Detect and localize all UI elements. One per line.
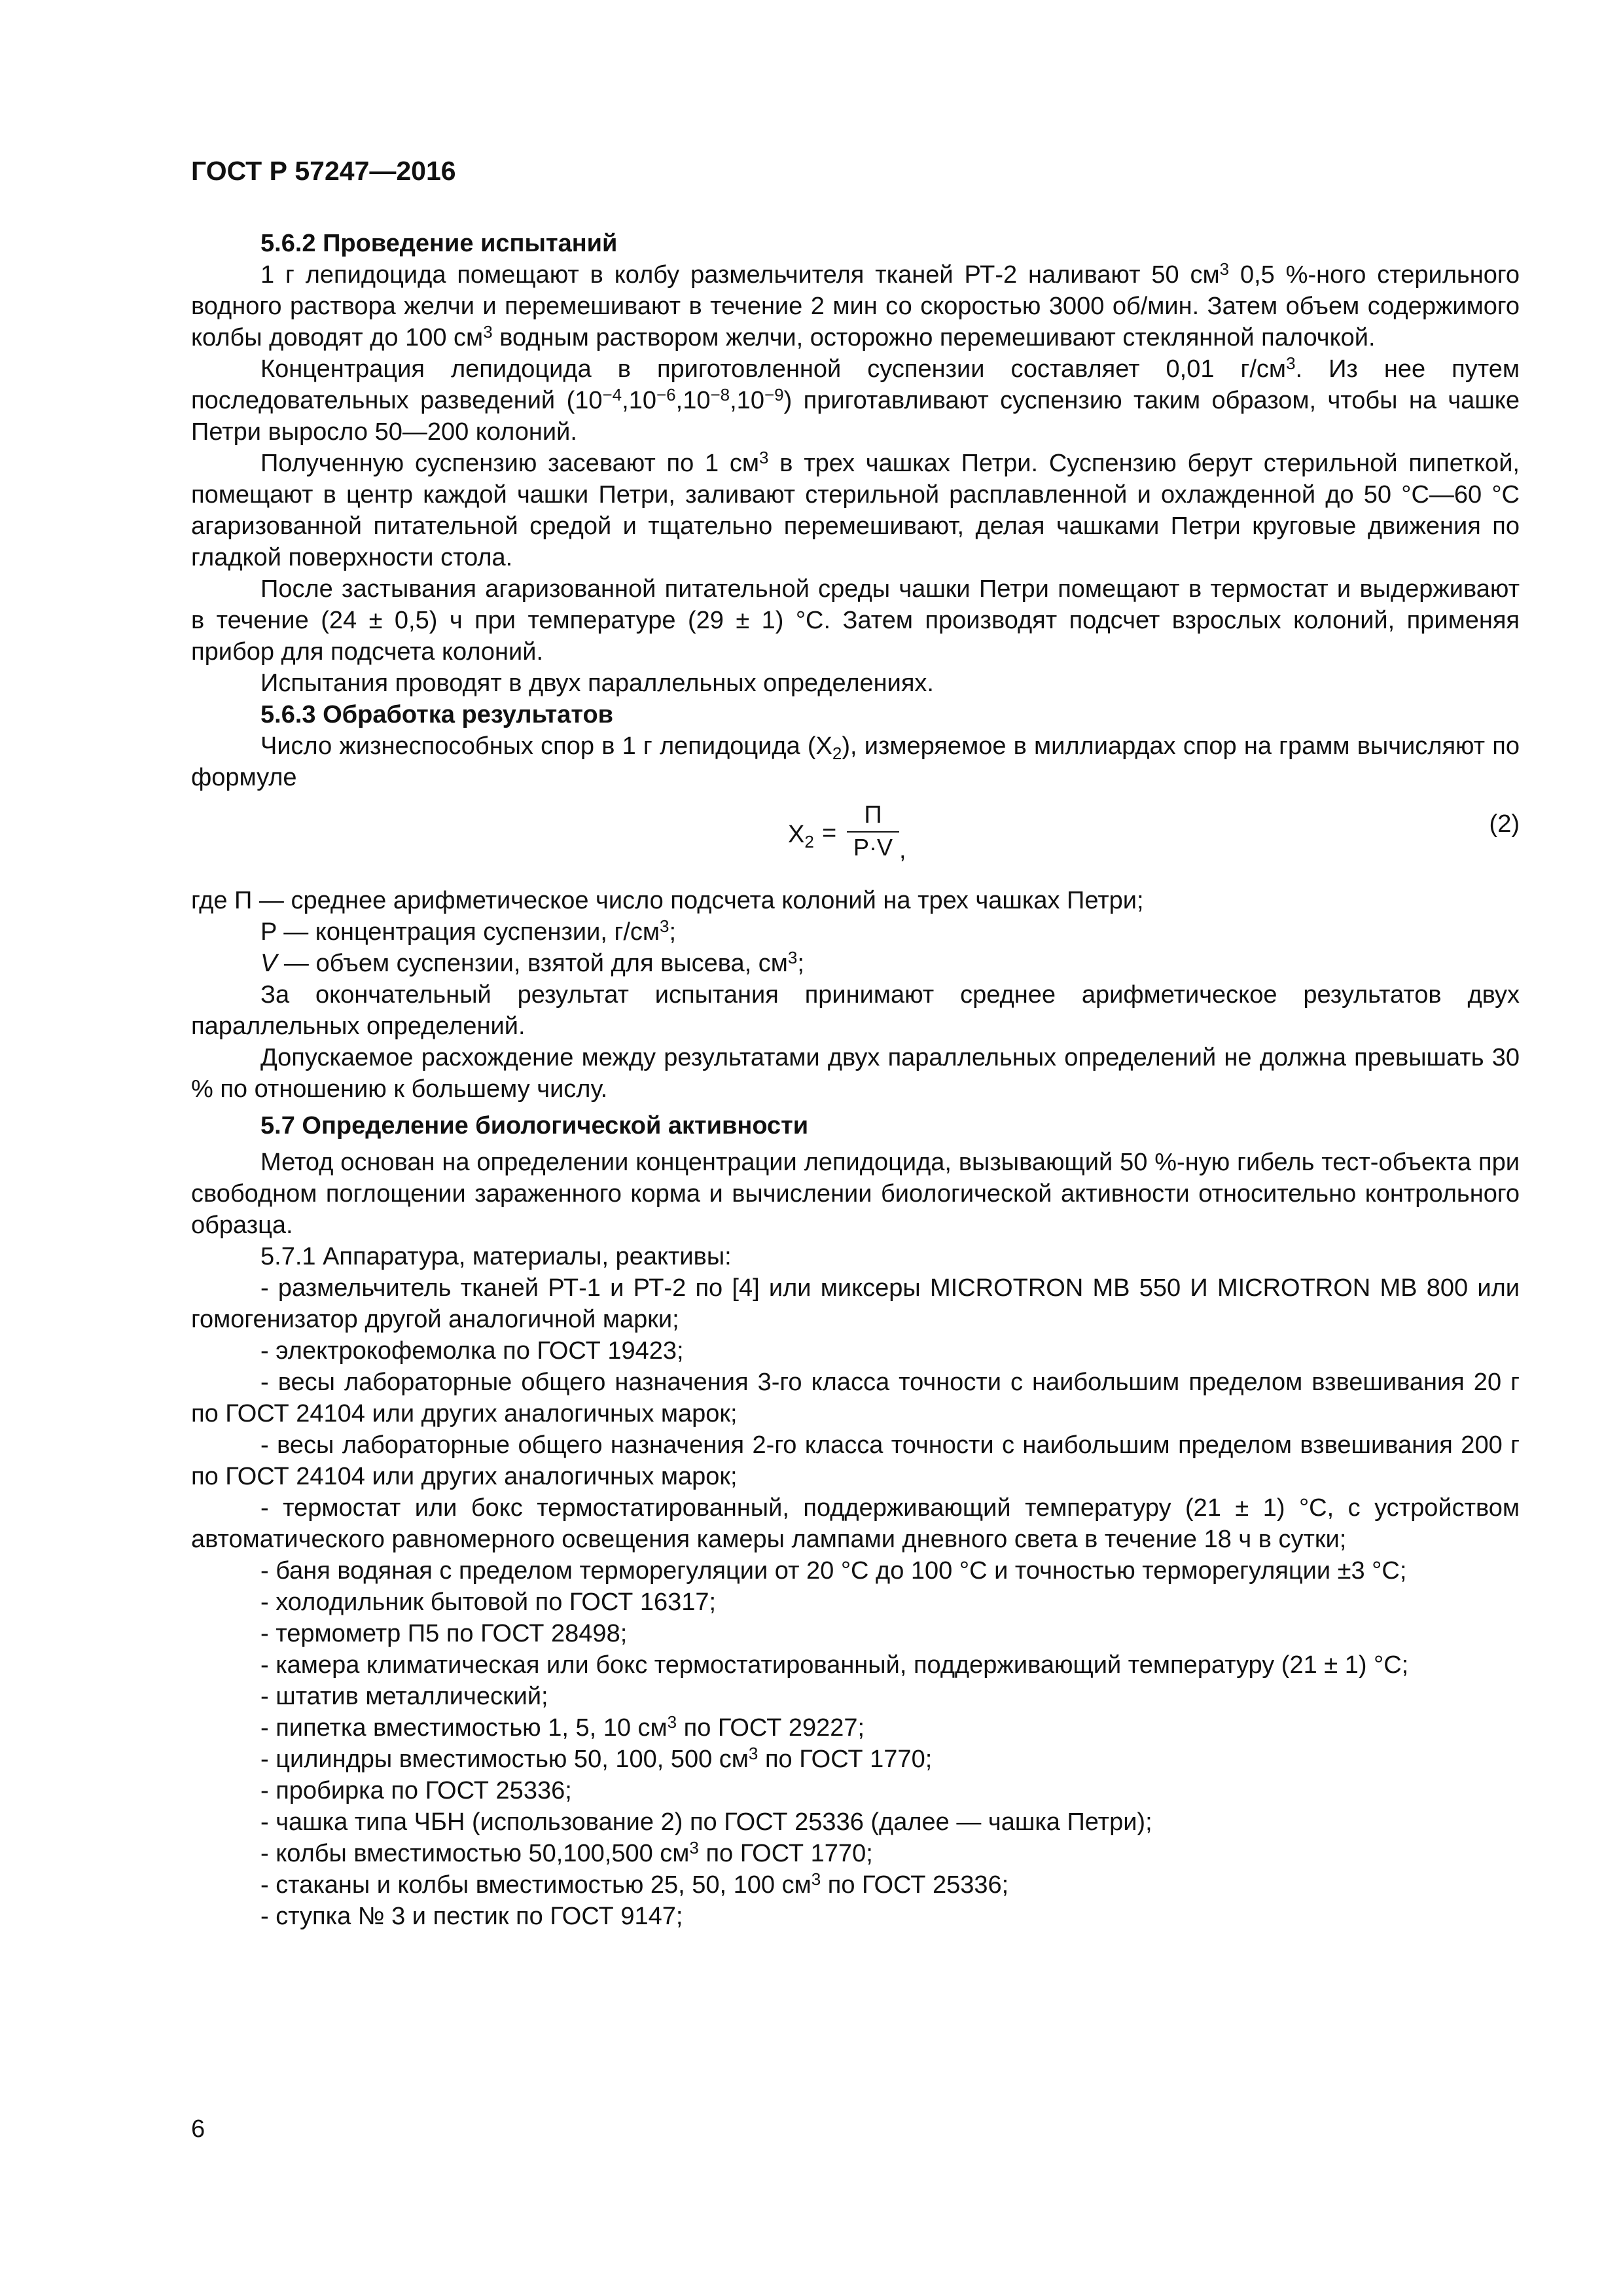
- formula-lhs: $X_2$: [788, 821, 814, 852]
- list-item: - цилиндры вместимостью 50, 100, 500 $см^3$ по ГОСТ 1770;: [260, 1744, 933, 1773]
- list-item: - термометр П5 по ГОСТ 28498;: [260, 1620, 628, 1647]
- formula-2: [191, 800, 1520, 881]
- paragraph: 5.7.1 Аппаратура, материалы, реактивы:: [260, 1243, 732, 1270]
- paragraph: Число жизнеспособных спор в 1 г лепидоцида $(X_2)$, измеряемое в миллиардах спор на грамм вычисляют по формуле: [191, 732, 1520, 791]
- list-item: - колбы вместимостью 50,100,500 $см^3$ по ГОСТ 1770;: [260, 1838, 873, 1867]
- list-item: - камера климатическая или бокс термостатированный, поддерживающий температуру (21 ± 1) °С;: [260, 1651, 1409, 1679]
- list-item: - пипетка вместимостью 1, 5, 10 $см^3$ по ГОСТ 29227;: [260, 1712, 865, 1742]
- list-item: - баня водяная с пределом терморегуляции от 20 °С до 100 °С и точностью терморегуляции ±3 °С;: [260, 1557, 1407, 1585]
- list-item: - холодильник бытовой по ГОСТ 16317;: [260, 1588, 717, 1616]
- paragraph: За окончательный результат испытания принимают среднее арифметическое результатов двух параллельных определений.: [191, 981, 1520, 1040]
- formula-numerator: П: [847, 800, 899, 833]
- paragraph: Концентрация лепидоцида в приготовленной суспензии составляет 0,01 $г/см^3$. Из нее путем последовательных разведений $(10^{-4},10^{-6},10^{-8},10^{-9})$ приготавливают суспензию таким образом, чтобы на чашке Петри выросло 50—200 колоний.: [191, 353, 1520, 446]
- list-item: - термостат или бокс термостатированный, поддерживающий температуру (21 ± 1) °С, с устройством автоматического равномерного освещения камеры лампами дневного света в течение 18 ч в сутки;: [191, 1494, 1520, 1553]
- formula-equals: =: [822, 819, 837, 847]
- paragraph: Метод основан на определении концентрации лепидоцида, вызывающий 50 %-ную гибель тест-объекта при свободном поглощении зараженного корма и вычислении биологической активности относительно контрольного образца.: [191, 1149, 1520, 1239]
- paragraph: Испытания проводят в двух параллельных определениях.: [260, 670, 934, 697]
- paragraph: Допускаемое расхождение между результатами двух параллельных определений не должна превышать 30 % по отношению к большему числу.: [191, 1044, 1520, 1103]
- formula-denominator: P·V: [853, 834, 893, 861]
- where-clause: P — концентрация суспензии, $г/см^3$;: [260, 916, 677, 946]
- paragraph: Полученную суспензию засевают по 1 $см^3$ в трех чашках Петри. Суспензию берут стерильной пипеткой, помещают в центр каждой чашки Петри, заливают стерильной расплавленной и охлажденной до 50 °С—60 °С агаризованной питательной средой и тщательно перемешивают, делая чашками Петри круговые движения по гладкой поверхности стола.: [191, 448, 1520, 571]
- page-header-doc-code: ГОСТ Р 57247—2016: [191, 156, 456, 186]
- list-item: - весы лабораторные общего назначения 3-го класса точности с наибольшим пределом взвешивания 20 г по ГОСТ 24104 или других аналогичных марок;: [191, 1369, 1520, 1427]
- formula-number: (2): [1489, 810, 1520, 838]
- paragraph: После застывания агаризованной питательной среды чашки Петри помещают в термостат и выдерживают в течение (24 ± 0,5) ч при температуре (29 ± 1) °С. Затем производят подсчет взрослых колоний, применяя прибор для подсчета колоний.: [191, 575, 1520, 666]
- list-item: - размельчитель тканей РТ-1 и РТ-2 по [4] или миксеры MICROTRON MB 550 И MICROTRON MB 800 или гомогенизатор другой аналогичной марки;: [191, 1274, 1520, 1333]
- paragraph: 1 г лепидоцида помещают в колбу размельчителя тканей РТ-2 наливают 50 $см^3$ 0,5 %-ного стерильного водного раствора желчи и перемешивают в течение 2 мин со скоростью 3000 об/мин. Затем объем содержимого колбы доводят до 100 $см^3$ водным раствором желчи, осторожно перемешивают стеклянной палочкой.: [191, 259, 1520, 351]
- section-heading-5-6-2: 5.6.2 Проведение испытаний: [260, 230, 618, 257]
- section-heading-5-7: 5.7 Определение биологической активности: [260, 1112, 809, 1139]
- page-number: 6: [191, 2115, 205, 2143]
- list-item: - стаканы и колбы вместимостью 25, 50, 100 $см^3$ по ГОСТ 25336;: [260, 1869, 1009, 1899]
- formula-trailing: ,: [899, 836, 906, 864]
- list-item: - весы лабораторные общего назначения 2-го класса точности с наибольшим пределом взвешивания 200 г по ГОСТ 24104 или других аналогичных марок;: [191, 1431, 1520, 1490]
- list-item: - штатив металлический;: [260, 1683, 548, 1710]
- formula-fraction: [847, 800, 899, 863]
- list-item: - пробирка по ГОСТ 25336;: [260, 1777, 572, 1804]
- list-item: - чашка типа ЧБН (использование 2) по ГОСТ 25336 (далее — чашка Петри);: [260, 1808, 1152, 1836]
- page-body: [191, 228, 1520, 1932]
- list-item: - ступка № 3 и пестик по ГОСТ 9147;: [260, 1903, 683, 1930]
- where-clause: где П — среднее арифметическое число подсчета колоний на трех чашках Петри;: [191, 887, 1144, 914]
- list-item: - электрокофемолка по ГОСТ 19423;: [260, 1337, 684, 1365]
- where-clause: V — объем суспензии, взятой для высева, $см^3$;: [260, 948, 804, 977]
- section-heading-5-6-3: 5.6.3 Обработка результатов: [260, 701, 614, 728]
